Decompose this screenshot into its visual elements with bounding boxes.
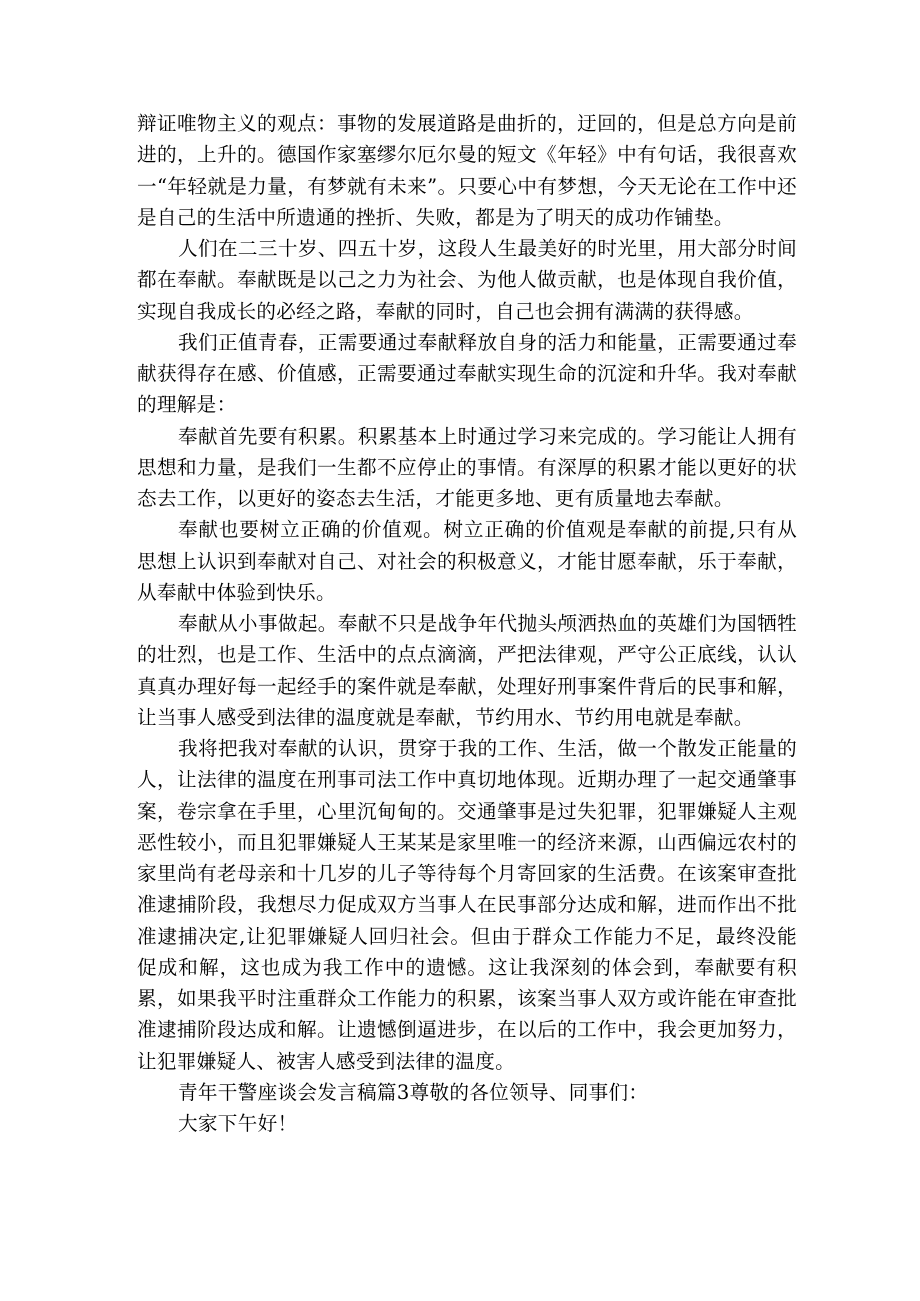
paragraph-8-heading: 青年干警座谈会发言稿篇3尊敬的各位领导、同事们： [178, 1080, 649, 1104]
paragraph-9-greeting: 大家下午好！ [178, 1112, 298, 1135]
paragraph-1: 辩证唯物主义的观点：事物的发展道路是曲折的，迂回的，但是总方向是前进的，上升的。德国作家塞缪尔厄尔曼的短文《年轻》中有句话，我很喜欢一“年轻就是力量，有梦就有未来”。只要心中有梦想，今天无论在工作中还是自己的生活中所遗通的挫折、失败，都是为了明天的成功作铺垫。 [137, 112, 797, 229]
paragraph-5: 奉献也要树立正确的价值观。树立正确的价值观是奉献的前提,只有从思想上认识到奉献对自己、对社会的积极意义，才能甘愿奉献，乐于奉献，从奉献中体验到快乐。 [137, 518, 797, 604]
document-body [137, 108, 797, 1139]
paragraph-7: 我将把我对奉献的认识，贯穿于我的工作、生活，做一个散发正能量的人，让法律的温度在刑事司法工作中真切地体现。近期办理了一起交通肇事案，卷宗拿在手里，心里沉甸甸的。交通肇事是过失犯罪，犯罪嫌疑人主观恶性较小，而且犯罪嫌疑人王某某是家里唯一的经济来源，山西偏远农村的家里尚有老母亲和十几岁的儿子等待每个月寄回家的生活费。在该案审查批准逮捕阶段，我想尽力促成双方当事人在民事部分达成和解，进而作出不批准逮捕决定,让犯罪嫌疑人回归社会。但由于群众工作能力不足，最终没能促成和解，这也成为我工作中的遗憾。这让我深刻的体会到，奉献要有积累，如果我平时注重群众工作能力的积累，该案当事人双方或许能在审查批准逮捕阶段达成和解。让遗憾倒逼进步，在以后的工作中，我会更加努力，让犯罪嫌疑人、被害人感受到法律的温度。 [137, 737, 797, 1073]
paragraph-2: 人们在二三十岁、四五十岁，这段人生最美好的时光里，用大部分时间都在奉献。奉献既是以己之力为社会、为他人做贡献，也是体现自我价值，实现自我成长的必经之路，奉献的同时，自己也会拥有满满的获得感。 [137, 237, 797, 323]
paragraph-3: 我们正值青春，正需要通过奉献释放自身的活力和能量，正需要通过奉献获得存在感、价值感，正需要通过奉献实现生命的沉淀和升华。我对奉献的理解是： [137, 330, 797, 417]
paragraph-6: 奉献从小事做起。奉献不只是战争年代抛头颅洒热血的英雄们为国牺牲的壮烈，也是工作、生活中的点点滴滴，严把法律观，严守公正底线，认认真真办理好每一起经手的案件就是奉献，处理好刑事案件背后的民事和解，让当事人感受到法律的温度就是奉献，节约用水、节约用电就是奉献。 [137, 612, 797, 729]
paragraph-4: 奉献首先要有积累。积累基本上时通过学习来完成的。学习能让人拥有思想和力量，是我们一生都不应停止的事情。有深厚的积累才能以更好的状态去工作，以更好的姿态去生活，才能更多地、更有质量地去奉献。 [137, 424, 797, 510]
